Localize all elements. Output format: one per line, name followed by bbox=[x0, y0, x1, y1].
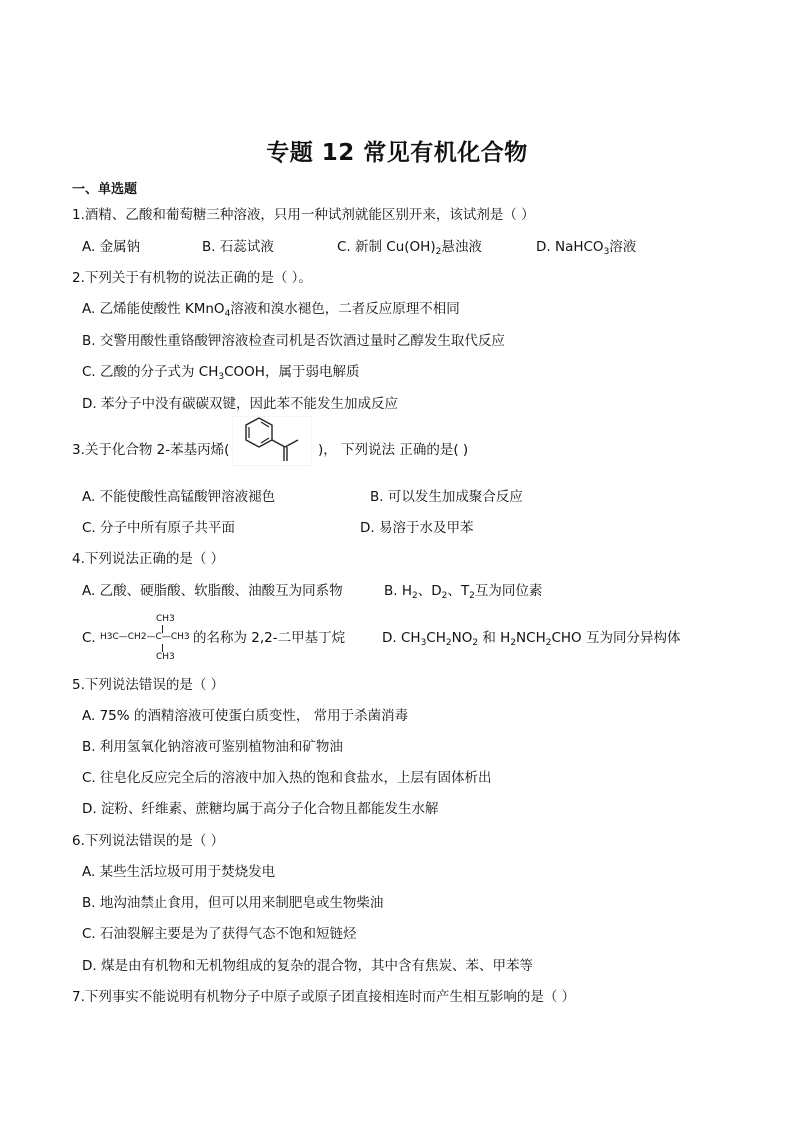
question-6-stem: 6.下列说法错误的是（ ） bbox=[72, 833, 225, 849]
q1-option-d: D. NaHCO$_3$溶液 bbox=[536, 239, 637, 257]
q1-option-c: C. 新制 $Cu(OH)_2$悬浊液 bbox=[337, 239, 482, 257]
question-3-stem-start: 3.关于化合物 2-苯基丙烯( bbox=[72, 442, 230, 458]
section-heading: 一、单选题 bbox=[72, 182, 138, 197]
q5-option-c: C. 往皂化反应完全后的溶液中加入热的饱和食盐水，上层有固体析出 bbox=[82, 770, 492, 786]
q6-option-a: A. 某些生活垃圾可用于焚烧发电 bbox=[82, 864, 276, 880]
q5-option-b: B. 利用氢氧化钠溶液可鉴别植物油和矿物油 bbox=[82, 739, 343, 755]
2-phenylpropene-structure-icon bbox=[232, 416, 312, 466]
q3-option-d: D. 易溶于水及甲苯 bbox=[360, 520, 474, 536]
q6-option-b: B. 地沟油禁止食用，但可以用来制肥皂或生物柴油 bbox=[82, 895, 384, 911]
q3-option-b: B. 可以发生加成聚合反应 bbox=[370, 489, 523, 505]
q4-option-d: D. $CH_3CH_2NO_2$ 和 $H_2NCH_2CHO$ 互为同分异构体 bbox=[382, 630, 681, 648]
q2-option-a: A. 乙烯能使酸性 KMnO$_4$溶液和溴水褪色，二者反应原理不相同 bbox=[82, 301, 460, 319]
structure-top-methyl: CH3 bbox=[156, 614, 175, 624]
question-1-stem: 1.酒精、乙酸和葡萄糖三种溶液，只用一种试剂就能区别开来，该试剂是（ ） bbox=[72, 207, 535, 223]
q2-option-c: C. 乙酸的分子式为 $CH_3COOH$，属于弱电解质 bbox=[82, 364, 360, 382]
q4-option-c-text: 的名称为 2,2-二甲基丁烷 bbox=[193, 630, 346, 646]
q4-option-c-label: C. bbox=[82, 630, 96, 646]
structure-bottom-methyl: CH3 bbox=[156, 652, 175, 662]
question-3-stem-end: )， 下列说法 正确的是( ) bbox=[318, 442, 469, 458]
question-4-stem: 4.下列说法正确的是（ ） bbox=[72, 551, 225, 567]
q1-option-b: B. 石蕊试液 bbox=[202, 239, 274, 255]
q5-option-d: D. 淀粉、纤维素、蔗糖均属于高分子化合物且都能发生水解 bbox=[82, 801, 439, 817]
q5-option-a: A. 75% 的酒精溶液可使蛋白质变性， 常用于杀菌消毒 bbox=[82, 708, 409, 724]
q4-option-a: A. 乙酸、硬脂酸、软脂酸、油酸互为同系物 bbox=[82, 583, 343, 599]
question-5-stem: 5.下列说法错误的是（ ） bbox=[72, 677, 225, 693]
q6-option-c: C. 石油裂解主要是为了获得气态不饱和短链烃 bbox=[82, 926, 357, 942]
question-7-stem: 7.下列事实不能说明有机物分子中原子或原子团直接相连时而产生相互影响的是（ ） bbox=[72, 989, 576, 1005]
question-2-stem: 2.下列关于有机物的说法正确的是（ ）。 bbox=[72, 270, 312, 286]
q4-option-b: B. $H_2$、$D_2$、$T_2$互为同位素 bbox=[384, 583, 543, 601]
q6-option-d: D. 煤是由有机物和无机物组成的复杂的混合物，其中含有焦炭、苯、甲苯等 bbox=[82, 958, 533, 974]
q3-option-c: C. 分子中所有原子共平面 bbox=[82, 520, 236, 536]
page-title: 专题 12 常见有机化合物 bbox=[266, 140, 528, 166]
q2-option-b: B. 交警用酸性重铬酸钾溶液检查司机是否饮酒过量时乙醇发生取代反应 bbox=[82, 333, 505, 349]
q3-option-a: A. 不能使酸性高锰酸钾溶液褪色 bbox=[82, 489, 276, 505]
structure-main-chain: H3C—CH2—C—CH3 bbox=[100, 632, 190, 642]
q2-option-d: D. 苯分子中没有碳碳双键，因此苯不能发生加成反应 bbox=[82, 396, 398, 412]
q1-option-a: A. 金属钠 bbox=[82, 239, 141, 255]
